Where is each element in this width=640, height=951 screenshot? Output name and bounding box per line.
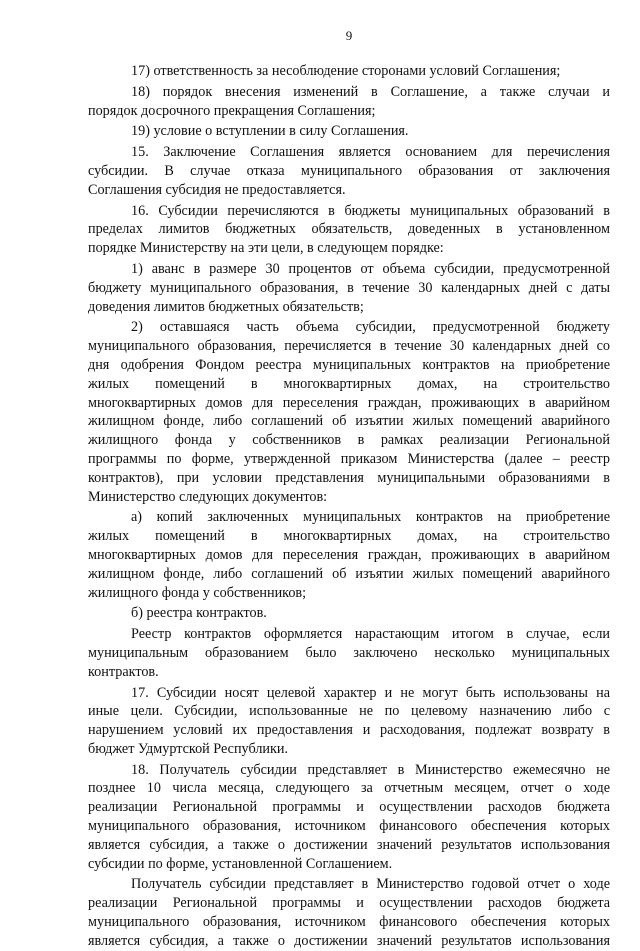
text-line: доведения лимитов бюджетных обязательств; [88, 298, 364, 315]
text-line: контрактов. [88, 663, 159, 680]
text-line: многоквартирных домов для переселения граждан, проживающих в аварийном [88, 546, 610, 563]
text-line: 17) ответственность за несоблюдение сторонами условий Соглашения; [131, 63, 561, 79]
text-line: является субсидия, а также о достижении значений результатов использования [88, 836, 610, 853]
text-line: жилищном фонде, либо соглашений об изъятии жилых помещений аварийного [88, 413, 610, 430]
paragraph [88, 260, 610, 316]
text-line: Соглашения субсидия не предоставляется. [88, 181, 346, 198]
text-line: позднее 10 числа месяца, следующего за отчетным месяцем, отчет о ходе [88, 780, 610, 797]
text-line: жилых помещений в многоквартирных домах, на строительство [88, 528, 610, 545]
text-line: 17. Субсидии носят целевой характер и не могут быть использованы на [131, 684, 610, 701]
paragraph [88, 684, 610, 759]
paragraph [88, 83, 610, 121]
text-line: жилищном фонде, либо соглашений об изъятии жилых помещений аварийного [88, 565, 610, 582]
text-line: Получатель субсидии представляет в Министерство годовой отчет о ходе [131, 876, 610, 893]
text-line: контрактов), при условии представления муниципальными образованиями в [88, 469, 610, 486]
text-line: дня одобрения Фондом реестра муниципальных контрактов на приобретение [88, 356, 610, 373]
page-number: 9 [345, 28, 353, 43]
text-line: жилых помещений в многоквартирных домах, на строительство [88, 375, 610, 392]
text-line: иные цели. Субсидии, использованные не по целевому назначению либо с [88, 703, 610, 720]
paragraph [88, 122, 610, 141]
text-line: 18. Получатель субсидии представляет в Министерство ежемесячно не [131, 761, 610, 778]
text-line: бюджету муниципального образования, в течение 30 календарных дней с даты [88, 279, 610, 296]
text-line: Министерство следующих документов: [88, 488, 328, 505]
text-line: б) реестра контрактов. [131, 605, 267, 622]
text-line: 2) оставшаяся часть объема субсидии, предусмотренной бюджету [131, 319, 610, 336]
text-line: многоквартирных домов для переселения граждан, проживающих в аварийном [88, 394, 610, 411]
text-line: муниципального образования, перечисляется в течение 30 календарных дней со [88, 338, 610, 355]
paragraph [88, 761, 610, 874]
text-line: муниципального образования, источником финансового обеспечения которых [88, 914, 610, 931]
text-line: 15. Заключение Соглашения является основанием для перечисления [131, 144, 610, 161]
text-line: субсидии. В случае отказа муниципального образования от заключения [88, 162, 610, 179]
paragraph [88, 875, 610, 950]
text-line: 1) аванс в размере 30 процентов от объема субсидии, предусмотренной [131, 260, 610, 277]
paragraph [88, 604, 610, 623]
text-line: порядке Министерству на эти цели, в следующем порядке: [88, 240, 444, 257]
text-line: жилищного фонда у собственников в рамках реализации Региональной [88, 432, 610, 449]
text-line: 18) порядок внесения изменений в Соглашение, а также случаи и [131, 83, 610, 100]
text-line: субсидии по форме, установленной Соглашением. [88, 855, 393, 872]
text-line: программы по форме, утвержденной приказом Министерства (далее – реестр [88, 450, 610, 467]
text-line: реализации Региональной программы и осуществлении расходов бюджета [88, 895, 610, 912]
text-line: пределах лимитов бюджетных обязательств, доведенных в установленном [88, 221, 610, 238]
text-line: является субсидия, а также о достижении значений результатов использования [88, 932, 610, 949]
paragraph [88, 625, 610, 681]
paragraph [88, 318, 610, 506]
text-line: реализации Региональной программы и осуществлении расходов бюджета [88, 799, 610, 816]
paragraph [88, 508, 610, 602]
text-line: бюджет Удмуртской Республики. [88, 740, 289, 757]
document-body [88, 62, 610, 951]
text-line: а) копий заключенных муниципальных контрактов на приобретение [131, 509, 610, 526]
text-line: муниципальным образованием было заключено несколько муниципальных [88, 644, 610, 661]
text-line: порядок досрочного прекращения Соглашения; [88, 102, 376, 119]
paragraph [88, 202, 610, 258]
text-line: жилищного фонда у собственников; [88, 584, 307, 601]
text-line: нарушением условий их предоставления и расходования, подлежат возврату в [88, 722, 610, 739]
text-line: 16. Субсидии перечисляются в бюджеты муниципальных образований в [131, 202, 610, 219]
paragraph [88, 143, 610, 199]
paragraph [88, 62, 610, 81]
text-line: муниципального образования, источником финансового обеспечения которых [88, 818, 610, 835]
text-line: Реестр контрактов оформляется нарастающим итогом в случае, если [131, 626, 610, 643]
text-line: 19) условие о вступлении в силу Соглашения. [131, 123, 409, 140]
